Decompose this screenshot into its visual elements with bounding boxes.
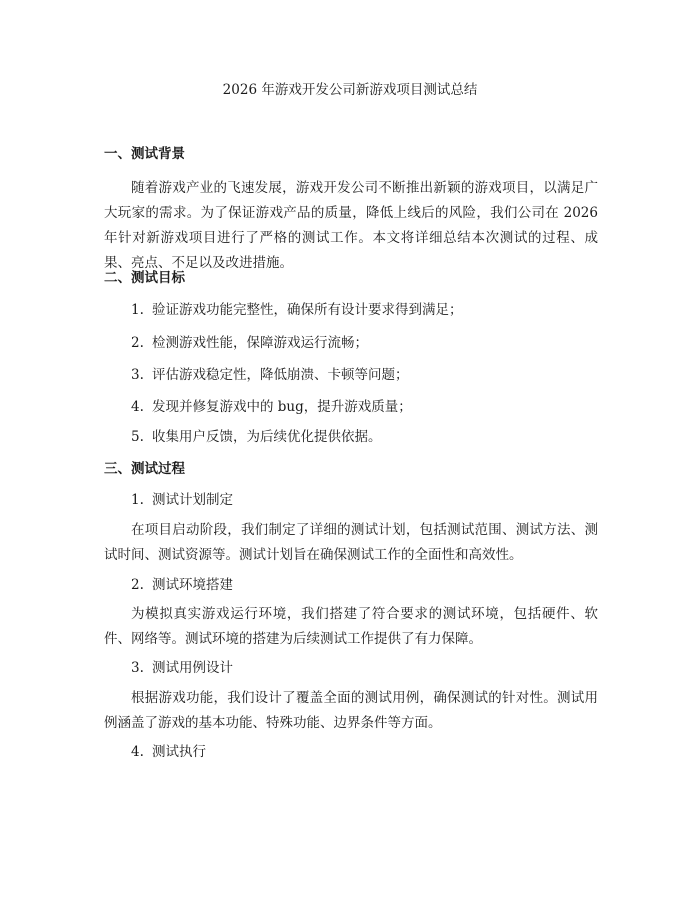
objective-number: 4. — [131, 399, 144, 415]
section-heading-background: 一、测试背景 — [104, 146, 185, 162]
objective-item — [131, 427, 382, 447]
process-step-label — [131, 575, 233, 595]
objective-text: 验证游戏功能完整性，确保所有设计要求得到满足； — [152, 302, 463, 318]
section-heading-objectives: 二、测试目标 — [104, 270, 185, 286]
process-step-paragraph: 根据游戏功能，我们设计了覆盖全面的测试用例，确保测试的针对性。测试用例涵盖了游戏的基本功能、特殊功能、边界条件等方面。 — [104, 690, 598, 731]
step-label: 测试环境搭建 — [152, 577, 233, 593]
background-paragraph: 随着游戏产业的飞速发展，游戏开发公司不断推出新颖的游戏项目，以满足广大玩家的需求。为了保证游戏产品的质量，降低上线后的风险，我们公司在 2026 年针对新游戏项目进行了严格的测试工作。本文将详细总结本次测试的过程、成果、亮点、不足以及改进措施。 — [104, 180, 598, 271]
step-label: 测试执行 — [152, 744, 206, 760]
objective-number: 1. — [131, 302, 144, 318]
objective-text: 检测游戏性能，保障游戏运行流畅； — [152, 335, 368, 351]
objective-item — [131, 333, 368, 353]
step-number: 3. — [131, 660, 144, 676]
objective-number: 2. — [131, 335, 144, 351]
process-step-label — [131, 742, 206, 762]
step-number: 4. — [131, 744, 144, 760]
document-title: 2026 年游戏开发公司新游戏项目测试总结 — [222, 82, 478, 98]
process-step-paragraph: 为模拟真实游戏运行环境，我们搭建了符合要求的测试环境，包括硬件、软件、网络等。测试环境的搭建为后续测试工作提供了有力保障。 — [104, 606, 598, 647]
objective-text: 收集用户反馈，为后续优化提供依据。 — [152, 429, 382, 445]
process-step-label — [131, 490, 233, 510]
section-heading-process: 三、测试过程 — [104, 461, 185, 477]
objective-item — [131, 365, 409, 385]
objective-item — [131, 397, 412, 417]
process-step-paragraph: 在项目启动阶段，我们制定了详细的测试计划，包括测试范围、测试方法、测试时间、测试资源等。测试计划旨在确保测试工作的全面性和高效性。 — [104, 522, 598, 563]
objective-text: 发现并修复游戏中的 bug，提升游戏质量； — [152, 399, 412, 415]
objective-number: 3. — [131, 367, 144, 383]
step-number: 1. — [131, 492, 144, 508]
objective-item — [131, 300, 463, 320]
process-step-label — [131, 658, 233, 678]
step-label: 测试用例设计 — [152, 660, 233, 676]
step-number: 2. — [131, 577, 144, 593]
objective-number: 5. — [131, 429, 144, 445]
step-label: 测试计划制定 — [152, 492, 233, 508]
objective-text: 评估游戏稳定性，降低崩溃、卡顿等问题； — [152, 367, 409, 383]
